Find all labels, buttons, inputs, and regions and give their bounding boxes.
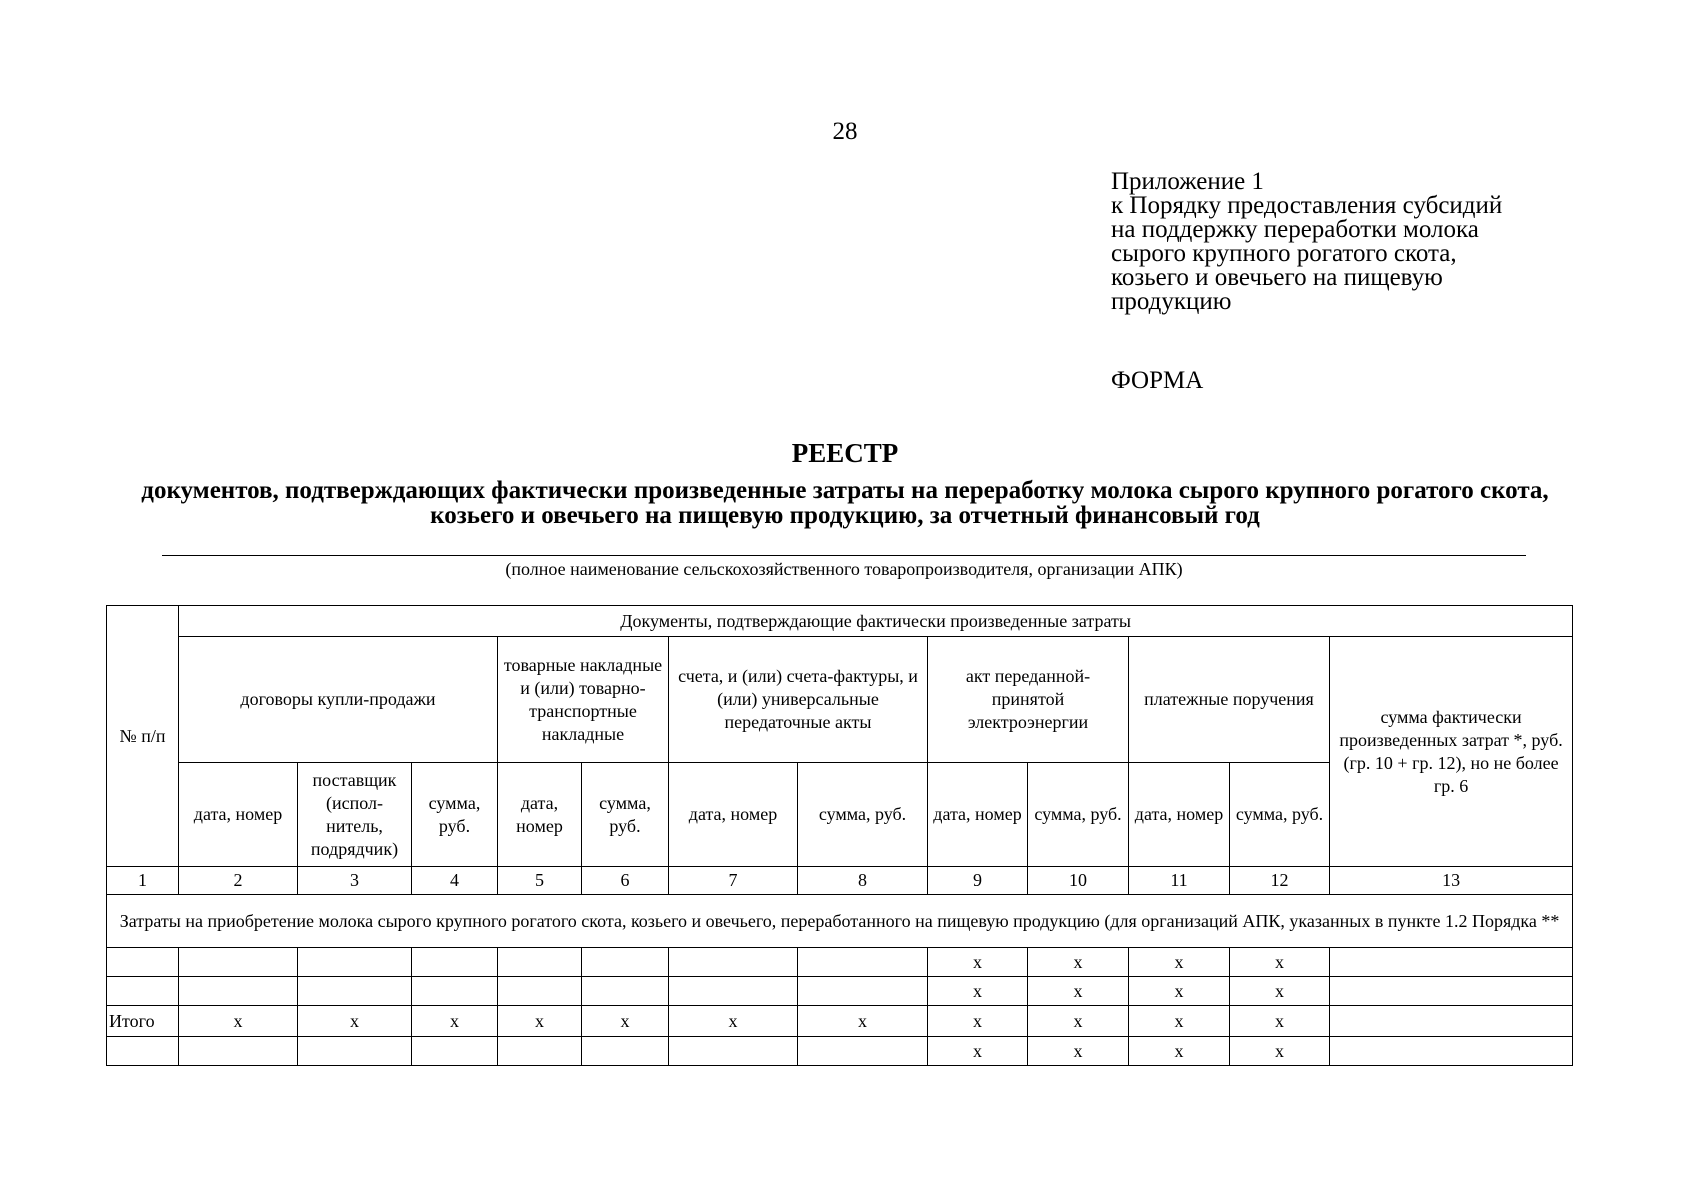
column-number: 7 (669, 867, 798, 895)
table-cell[interactable] (798, 948, 928, 977)
header-row-number: № п/п (107, 606, 179, 867)
table-cell[interactable] (179, 948, 298, 977)
table-cell: x (1129, 1037, 1230, 1066)
table-cell: x (582, 1006, 669, 1037)
table-cell[interactable] (107, 977, 179, 1006)
table-cell: x (1230, 1006, 1330, 1037)
table-cell[interactable] (1330, 977, 1573, 1006)
column-number: 1 (107, 867, 179, 895)
column-number: 12 (1230, 867, 1330, 895)
header-documents-group: Документы, подтверждающие фактически произведенные затраты (179, 606, 1573, 637)
section-title: Затраты на приобретение молока сырого крупного рогатого скота, козьего и овечьего, переработанного на пищевую продукцию (для организаций АПК, указанных в пункте 1.2 Порядка ** (107, 895, 1573, 948)
header-electricity: акт переданной-принятой электроэнергии (928, 637, 1129, 763)
table-cell: x (1028, 977, 1129, 1006)
header-contracts: договоры купли-продажи (179, 637, 498, 763)
table-cell: x (298, 1006, 412, 1037)
table-cell[interactable] (669, 1037, 798, 1066)
document-title: РЕЕСТР (791, 438, 899, 468)
column-number: 8 (798, 867, 928, 895)
table-cell: x (1129, 948, 1230, 977)
column-number: 5 (498, 867, 582, 895)
subheader-cell: дата, номер (669, 763, 798, 867)
subheader-cell: сумма, руб. (798, 763, 928, 867)
subheader-cell: сумма, руб. (582, 763, 669, 867)
header-invoices: счета, и (или) счета-фактуры, и (или) универсальные передаточные акты (669, 637, 928, 763)
table-cell[interactable] (1330, 1037, 1573, 1066)
table-cell[interactable] (412, 1037, 498, 1066)
table-cell[interactable] (412, 948, 498, 977)
table-cell[interactable] (107, 948, 179, 977)
table-cell[interactable] (498, 948, 582, 977)
appendix-line: на поддержку переработки молока (1111, 216, 1479, 243)
total-label: Итого (107, 1006, 179, 1037)
column-number: 13 (1330, 867, 1573, 895)
table-cell: x (1230, 977, 1330, 1006)
table-cell: x (928, 1037, 1028, 1066)
table-cell: x (1028, 1006, 1129, 1037)
subheader-cell: дата, номер (1129, 763, 1230, 867)
table-cell[interactable] (669, 948, 798, 977)
table-cell[interactable] (798, 1037, 928, 1066)
appendix-line: к Порядку предоставления субсидий (1111, 192, 1503, 219)
table-cell[interactable] (582, 977, 669, 1006)
table-cell[interactable] (1330, 1006, 1573, 1037)
total-row (107, 1006, 1573, 1037)
table-cell: x (928, 1006, 1028, 1037)
subheader-cell: сумма, руб. (412, 763, 498, 867)
subheader-cell: сумма, руб. (1028, 763, 1129, 867)
subheader-cell: сумма, руб. (1230, 763, 1330, 867)
table-cell: x (1028, 1037, 1129, 1066)
table-row (107, 948, 1573, 977)
column-number: 3 (298, 867, 412, 895)
document-subtitle: документов, подтверждающих фактически произведенные затраты на переработку молока сырого крупного рогатого скота, козьего и овечьего на пищевую продукцию, за отчетный финансовый год (141, 477, 1549, 529)
table-cell: x (928, 977, 1028, 1006)
section-row (107, 895, 1573, 948)
header-waybills: товарные накладные и (или) товарно-транспортные накладные (498, 637, 669, 763)
column-number: 6 (582, 867, 669, 895)
header-payments: платежные поручения (1129, 637, 1330, 763)
table-cell[interactable] (1330, 948, 1573, 977)
table-cell[interactable] (298, 977, 412, 1006)
table-cell: x (669, 1006, 798, 1037)
table-cell: x (1028, 948, 1129, 977)
table-cell: x (1129, 1006, 1230, 1037)
table-cell: x (1129, 977, 1230, 1006)
registry-table (106, 605, 1573, 1066)
table-cell: x (1230, 1037, 1330, 1066)
table-cell: x (798, 1006, 928, 1037)
table-cell[interactable] (498, 977, 582, 1006)
column-number: 4 (412, 867, 498, 895)
appendix-line: козьего и овечьего на пищевую (1111, 264, 1443, 291)
column-number: 9 (928, 867, 1028, 895)
table-cell: x (412, 1006, 498, 1037)
subheader-cell: дата, номер (179, 763, 298, 867)
organization-name-line[interactable] (162, 555, 1526, 556)
table-cell[interactable] (298, 948, 412, 977)
subheader-cell: дата, номер (928, 763, 1028, 867)
appendix-line: продукцию (1111, 288, 1232, 315)
organization-name-caption: (полное наименование сельскохозяйственного товаропроизводителя, организации АПК) (505, 559, 1183, 579)
table-cell[interactable] (179, 1037, 298, 1066)
column-numbers-row (107, 867, 1573, 895)
table-cell: x (928, 948, 1028, 977)
appendix-line: Приложение 1 (1111, 168, 1264, 195)
table-cell: x (179, 1006, 298, 1037)
form-label: ФОРМА (1111, 367, 1204, 394)
table-cell: x (1230, 948, 1330, 977)
column-number: 2 (179, 867, 298, 895)
table-cell[interactable] (179, 977, 298, 1006)
table-cell[interactable] (107, 1037, 179, 1066)
subheader-cell: дата, номер (498, 763, 582, 867)
page-number: 28 (832, 118, 858, 145)
column-number: 10 (1028, 867, 1129, 895)
table-cell: x (498, 1006, 582, 1037)
table-cell[interactable] (582, 948, 669, 977)
table-cell[interactable] (669, 977, 798, 1006)
table-row (107, 1037, 1573, 1066)
appendix-block (1111, 170, 1581, 314)
table-cell[interactable] (798, 977, 928, 1006)
header-total-costs: сумма фактически произведенных затрат *, руб. (гр. 10 + гр. 12), но не более гр. 6 (1330, 637, 1573, 867)
appendix-line: сырого крупного рогатого скота, (1111, 240, 1457, 267)
subheader-cell: поставщик (испол-нитель, подрядчик) (298, 763, 412, 867)
table-cell[interactable] (582, 1037, 669, 1066)
table-row (107, 977, 1573, 1006)
column-number: 11 (1129, 867, 1230, 895)
table-cell[interactable] (298, 1037, 412, 1066)
table-cell[interactable] (498, 1037, 582, 1066)
table-cell[interactable] (412, 977, 498, 1006)
